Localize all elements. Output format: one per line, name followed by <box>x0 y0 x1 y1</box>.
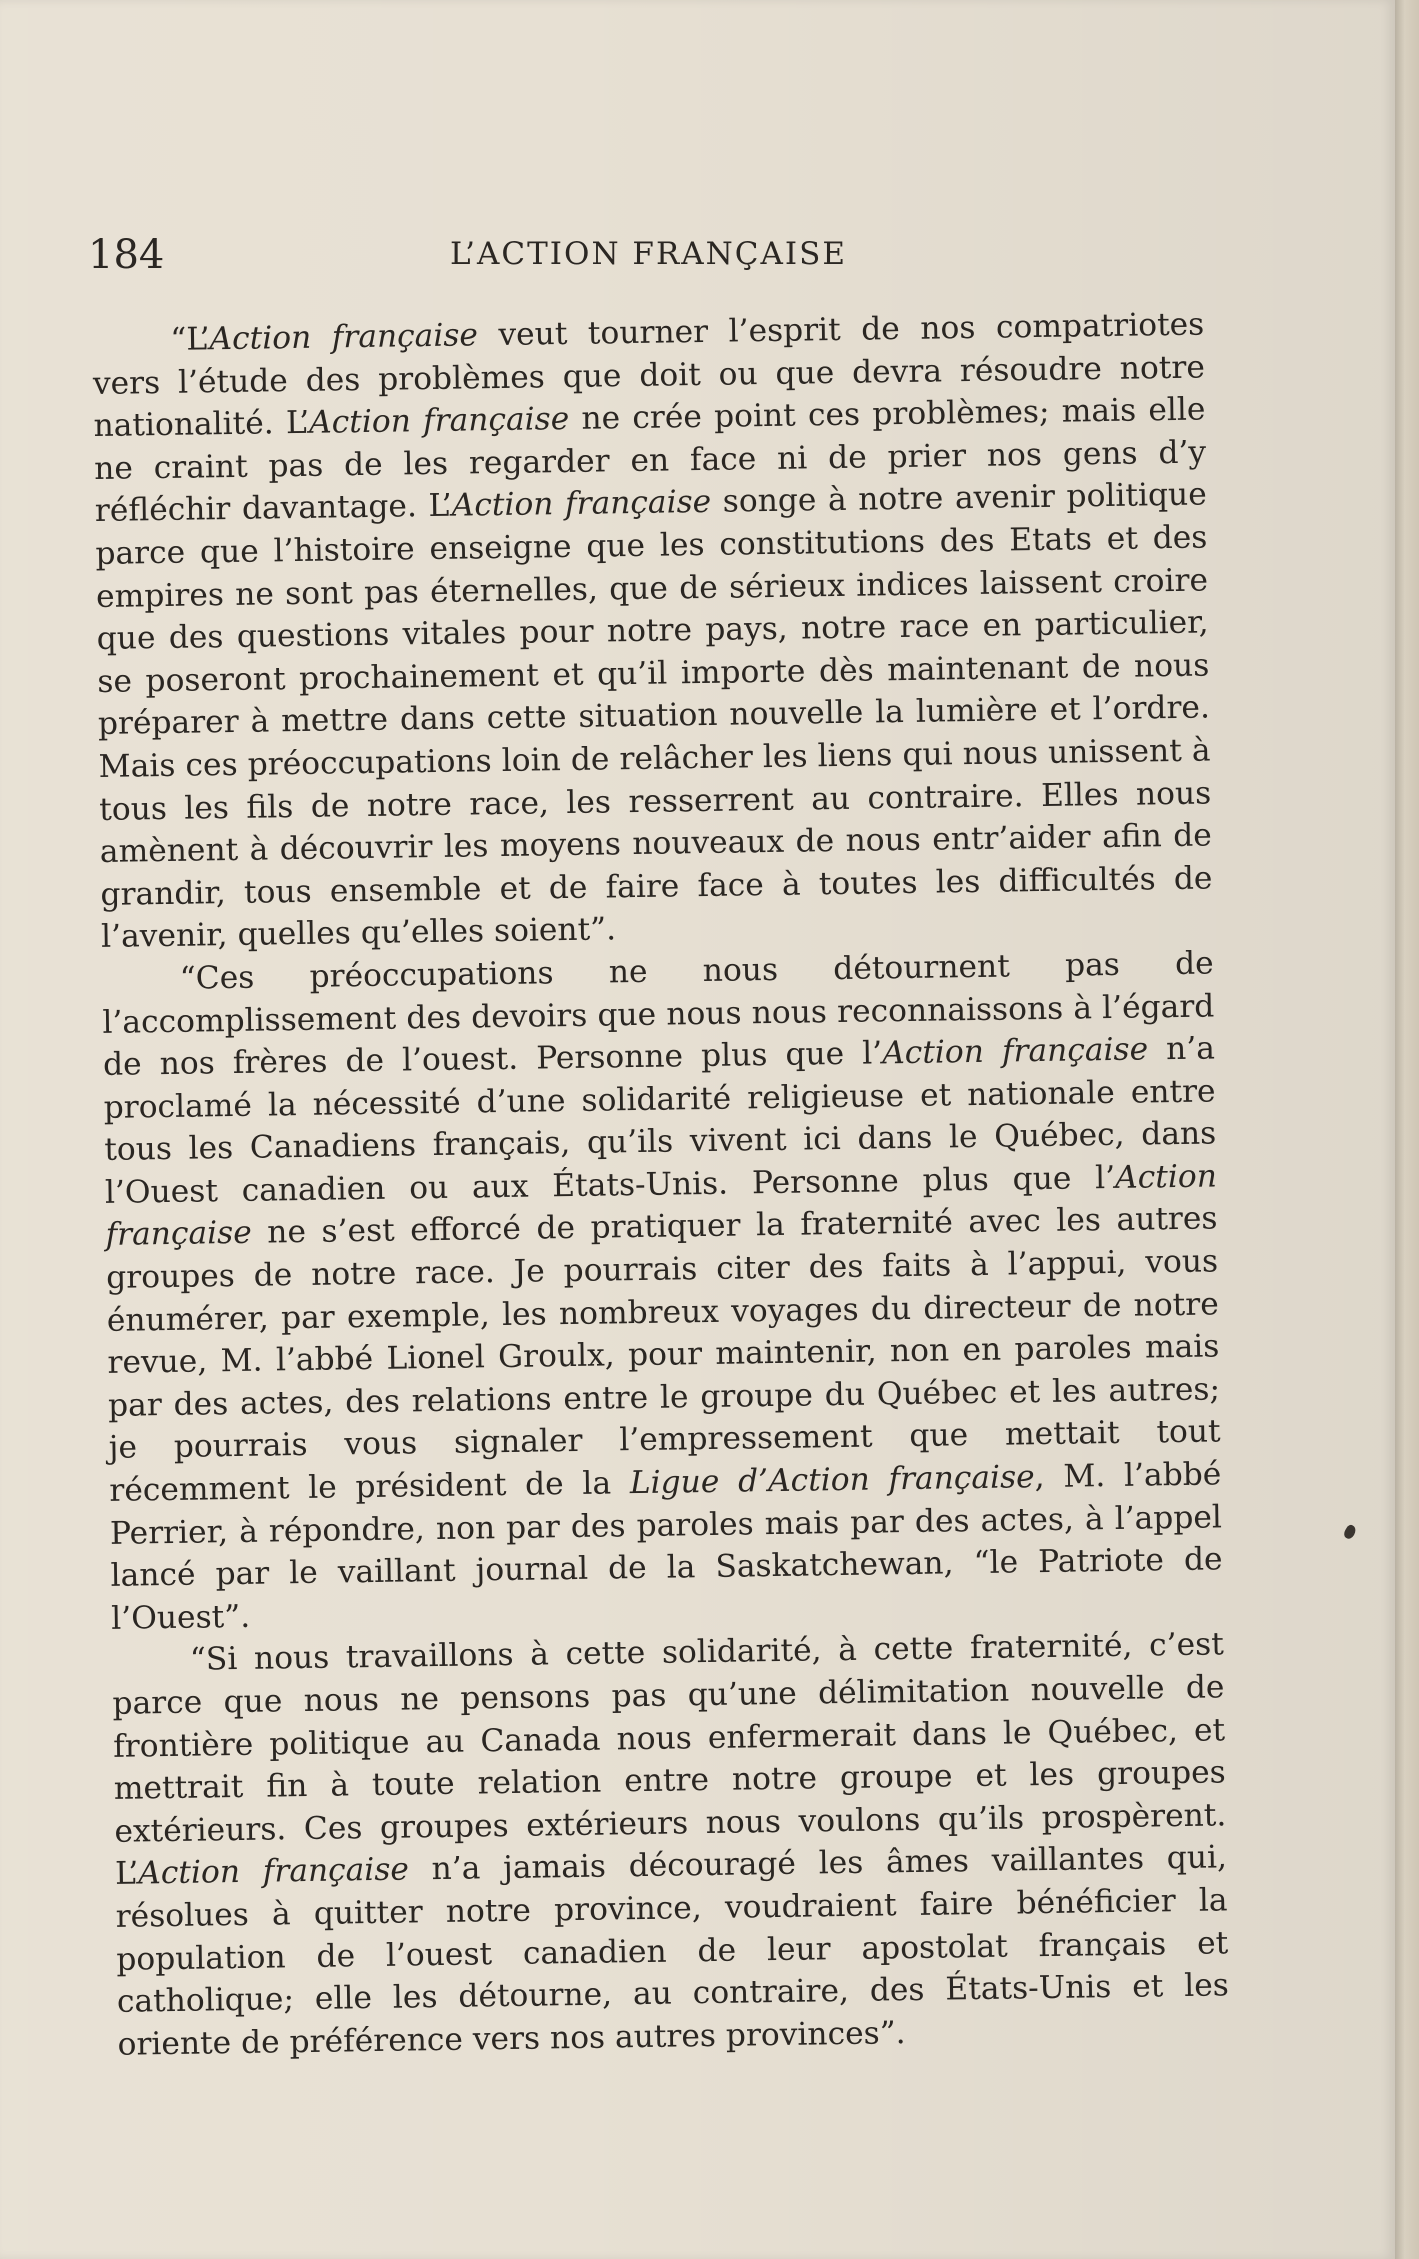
italic-title: Action française <box>209 317 479 358</box>
text-span: , M. l’abbé Perrier, à répondre, non par des paroles mais par des actes, à l’appel lancé par le vaillant journal de la Saskatchewan, “le Patriote de l’Ouest”. <box>109 1456 1223 1637</box>
paragraph <box>112 1624 1230 2066</box>
text-span: ne crée point ces problèmes; mais elle ne craint pas de les regarder en face ni de prier nos gens d’y réfléchir davantage. L’ <box>93 391 1207 530</box>
text-span: n’a proclamé la nécessité d’une solidarité religieuse et nationale entre tous les Canadiens français, qu’ils vivent ici dans le Québec, dans l’Ouest canadien ou aux États-Unis. Personne plus que l’ <box>103 1030 1217 1211</box>
italic-title: Action française <box>451 484 712 525</box>
paragraph <box>92 304 1213 959</box>
text-span: “Ces préoccupations ne nous détournent pas de l’accomplissement des devoirs que nous nous reconnaissons à l’égard de nos frères de l’ouest. Personne plus que l’ <box>102 945 1215 1084</box>
page-edge <box>1395 0 1419 2259</box>
text-span: veut tourner l’esprit de nos compatriotes vers l’étude des problèmes que doit ou que devra résoudre notre nationalité. L’ <box>92 306 1206 445</box>
ink-speck <box>1342 1523 1358 1540</box>
text-span: “L’ <box>170 321 210 358</box>
text-span: n’a jamais découragé les âmes vaillantes qui, résolues à quitter notre province, voudraient faire bénéficier la population de l’ouest canadien de leur apostolat français et catholique; elle les détourne, au contraire, des États-Unis et les oriente de préférence vers nos autres provinces”. <box>115 1839 1230 2063</box>
page-number: 184 <box>88 232 165 278</box>
italic-title: Ligue d’Action française <box>629 1459 1035 1502</box>
text-span: ne s’est efforcé de pratiquer la fraternité avec les autres groupes de notre race. Je pourrais citer des faits à l’appui, vous énumérer, par exemple, les nombreux voyages du directeur de notre revue, M. l’abbé Lionel Groulx, pour maintenir, non en paroles mais par des actes, des relations entre le groupe du Québec et les autres; je pourrais vous signaler l’empressement que mettait tout récemment le président de la <box>105 1200 1221 1509</box>
italic-title: Action française <box>105 1158 1218 1254</box>
running-title: L’ACTION FRANÇAISE <box>450 236 848 272</box>
text-span: songe à notre avenir politique parce que l’histoire enseigne que les constitutions des Etats et des empires ne sont pas éternelles, que de sérieux indices laissent croire que des questions vitales pour notre pays, notre race en particulier, se poseront prochainement et qu’il importe dès maintenant de nous préparer à mettre dans cette situation nouvelle la lumière et l’ordre. Mais ces préoccupations loin de relâcher les liens qui nous unissent à tous les fils de notre race, les resserrent au contraire. Elles nous amènent à découvrir les moyens nouveaux de nous entr’aider afin de grandir, tous ensemble et de faire face à toutes les difficultés de l’avenir, quelles qu’elles soient”. <box>95 476 1213 956</box>
italic-title: Action française <box>138 1851 410 1892</box>
text-span: “Si nous travaillons à cette solidarité, à cette fraternité, c’est parce que nous ne pensons pas qu’une délimitation nouvelle de frontière politique au Canada nous enfermerait dans le Québec, et mettrait fin à toute relation entre notre groupe et les groupes extérieurs. Ces groupes extérieurs nous voulons qu’ils prospèrent. L’ <box>112 1626 1227 1893</box>
paragraph <box>101 942 1223 1640</box>
italic-title: Action française <box>881 1031 1149 1072</box>
body-text <box>92 304 1230 2067</box>
page-header <box>88 232 1208 282</box>
italic-title: Action française <box>308 401 570 441</box>
